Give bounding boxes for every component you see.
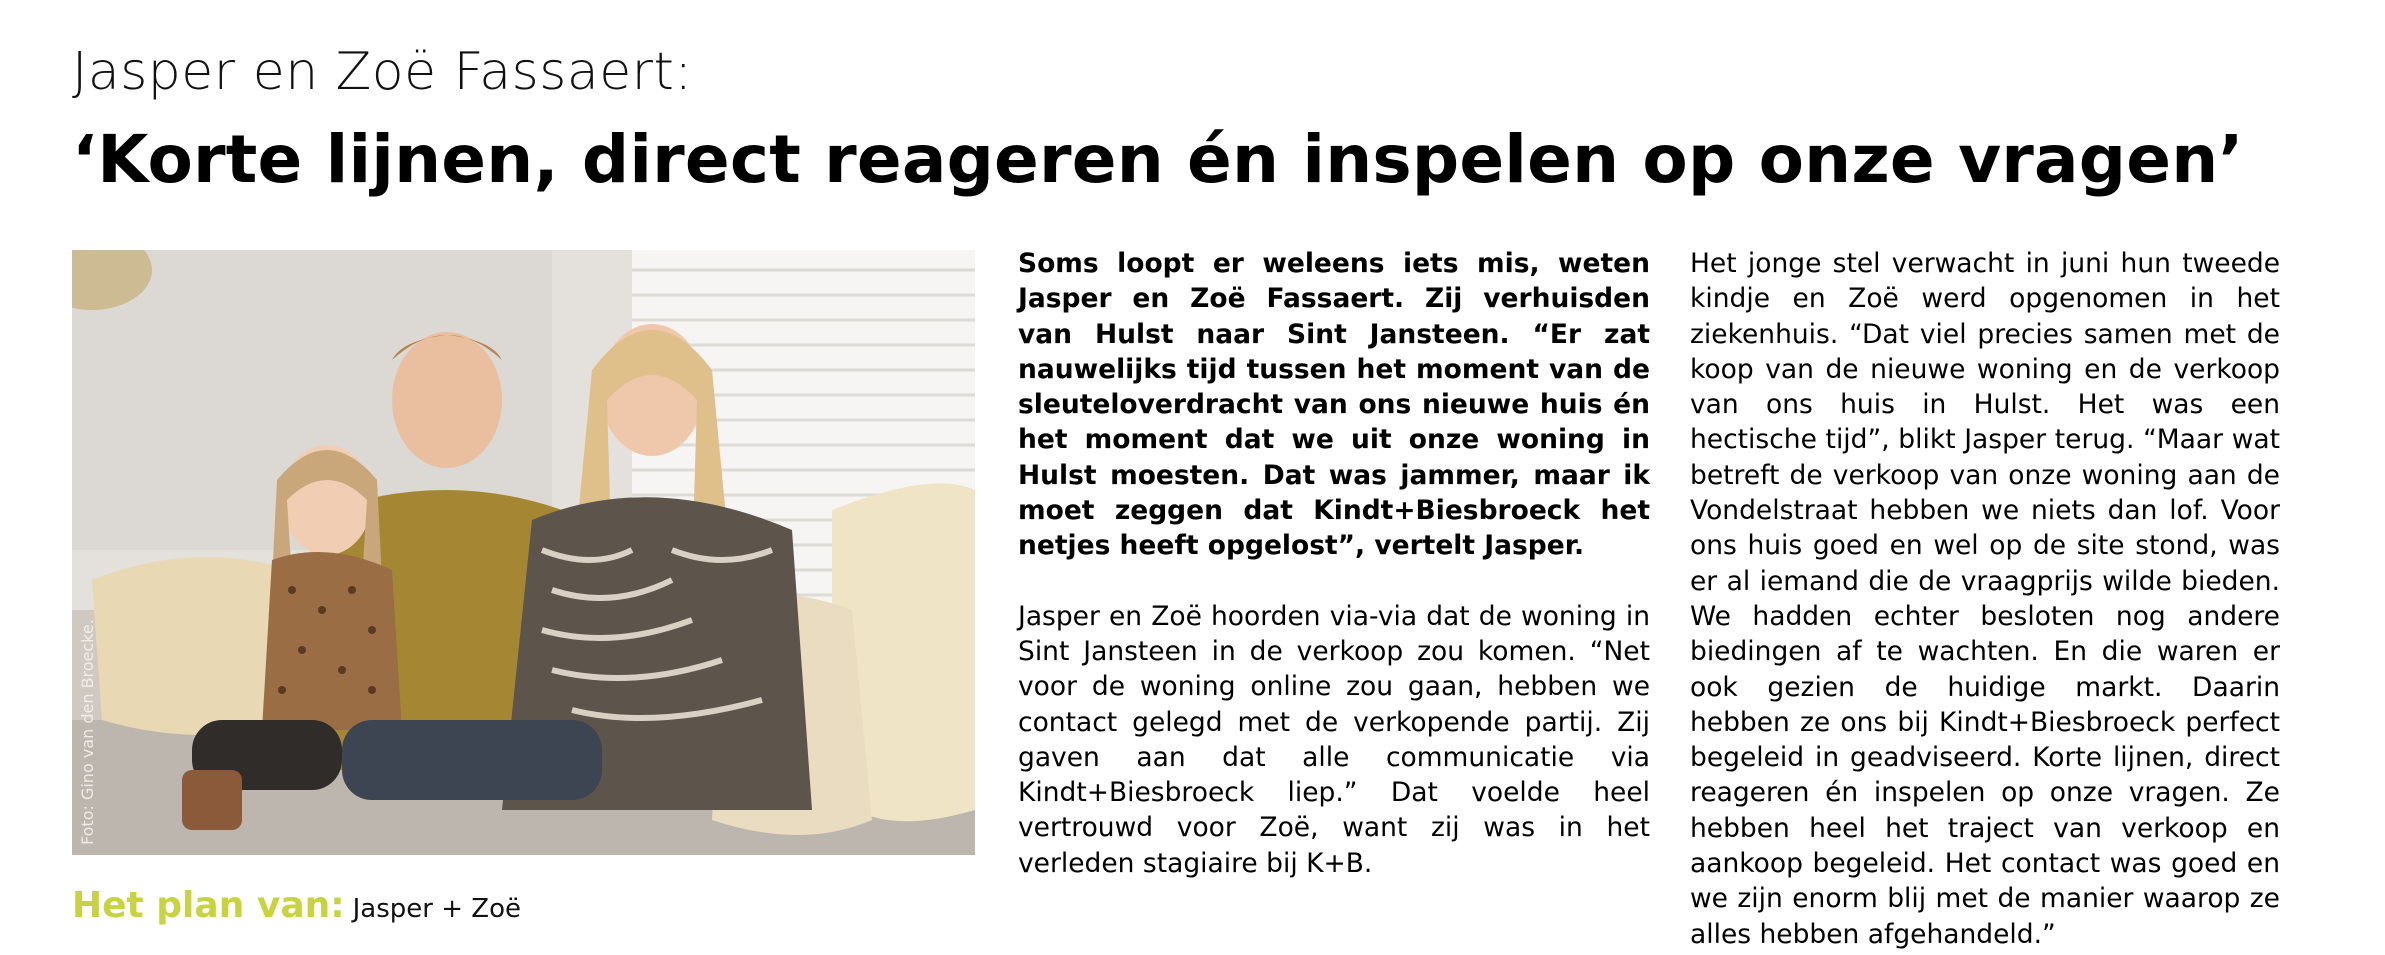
plan-label: Het plan van: — [72, 885, 345, 926]
article-column-left — [1018, 246, 1650, 881]
plan-value: Jasper + Zoë — [352, 894, 522, 924]
article-lead: Soms loopt er weleens iets mis, weten Jasper en Zoë Fassaert. Zij verhuisden van Hulst naar Sint Jansteen. “Er zat nauwelijks tijd tussen het moment van de sleuteloverdracht van ons nieuwe huis én het moment dat we uit onze woning in Hulst moesten. Dat was jammer, maar ik moet zeggen dat Kindt+Biesbroeck het netjes heeft opgelost”, vertelt Jasper. — [1018, 248, 1650, 562]
family-photo-illustration — [72, 250, 975, 855]
article-paragraph: Jasper en Zoë hoorden via-via dat de woning in Sint Jansteen in de verkoop zou komen. “Net voor de woning online zou gaan, hebben we contact gelegd met de verkopende partij. Zij gaven aan dat alle communicatie via Kindt+Biesbroeck liep.” Dat voelde heel vertrouwd voor Zoë, want zij was in het verleden stagiaire bij K+B. — [1018, 600, 1650, 879]
photo-credit: Foto: Gino van den Broecke. — [78, 619, 97, 845]
article-column-right — [1690, 246, 2280, 952]
family-photo — [72, 250, 975, 855]
article-paragraph: Het jonge stel verwacht in juni hun tweede kindje en Zoë werd opgenomen in het ziekenhuis. “Dat viel precies samen met de koop van de nieuwe woning en de verkoop van ons huis in Hulst. Het was een hectische tijd”, blikt Jasper terug. “Maar wat betreft de verkoop van onze woning aan de Vondelstraat hebben we niets dan lof. Voor ons huis goed en wel op de site stond, was er al iemand die de vraagprijs wilde bieden. We hadden echter besloten nog andere biedingen af te wachten. En die waren er ook gezien de huidige markt. Daarin hebben ze ons bij Kindt+Biesbroeck perfect begeleid in geadviseerd. Korte lijnen, direct reageren én inspelen op onze vragen. Ze hebben heel het traject van verkoop en aankoop begeleid. Het contact was goed en we zijn enorm blij met de manier waarop ze alles hebben afgehandeld.” — [1690, 248, 2280, 950]
article-headline: ‘Korte lijnen, direct reageren én inspelen op onze vragen’ — [72, 121, 2244, 198]
plan-footer — [72, 885, 521, 926]
article-kicker: Jasper en Zoë Fassaert: — [72, 42, 693, 102]
